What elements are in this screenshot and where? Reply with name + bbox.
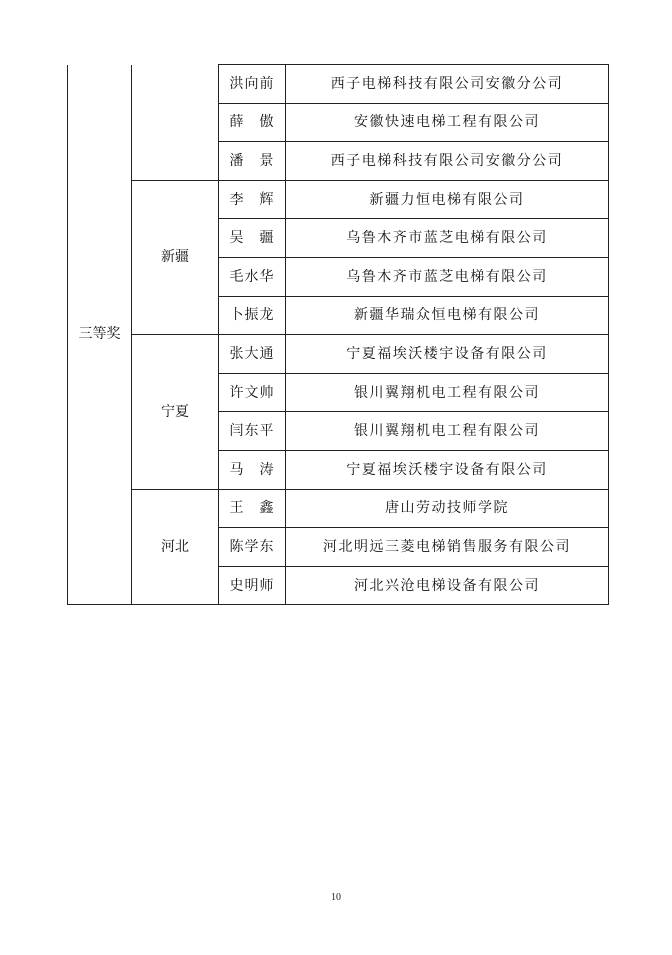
winner-name-cell: 潘 景 — [219, 142, 286, 181]
table-row — [68, 65, 609, 104]
page-number: 10 — [331, 892, 341, 903]
company-cell: 河北兴沧电梯设备有限公司 — [286, 566, 609, 605]
company-cell: 银川翼翔机电工程有限公司 — [286, 373, 609, 412]
winner-name-cell: 洪向前 — [219, 65, 286, 104]
region-cell: 宁夏 — [132, 335, 219, 489]
company-cell: 安徽快速电梯工程有限公司 — [286, 103, 609, 142]
winner-name-cell: 陈学东 — [219, 528, 286, 567]
table-row — [68, 335, 609, 374]
region-cell: 河北 — [132, 489, 219, 605]
winner-name-cell: 史明师 — [219, 566, 286, 605]
winner-name-cell: 闫东平 — [219, 412, 286, 451]
company-cell: 新疆华瑞众恒电梯有限公司 — [286, 296, 609, 335]
company-cell: 西子电梯科技有限公司安徽分公司 — [286, 65, 609, 104]
company-cell: 乌鲁木齐市蓝芝电梯有限公司 — [286, 219, 609, 258]
company-cell: 唐山劳动技师学院 — [286, 489, 609, 528]
company-cell: 银川翼翔机电工程有限公司 — [286, 412, 609, 451]
winner-name-cell: 卜振龙 — [219, 296, 286, 335]
winner-name-cell: 王 鑫 — [219, 489, 286, 528]
table-row — [68, 180, 609, 219]
company-cell: 乌鲁木齐市蓝芝电梯有限公司 — [286, 257, 609, 296]
table-row — [68, 489, 609, 528]
winner-name-cell: 毛水华 — [219, 257, 286, 296]
company-cell: 河北明远三菱电梯销售服务有限公司 — [286, 528, 609, 567]
region-cell — [132, 65, 219, 181]
award-level-cell: 三等奖 — [68, 65, 132, 605]
winner-name-cell: 薛 傲 — [219, 103, 286, 142]
award-table — [67, 64, 609, 605]
winner-name-cell: 许文帅 — [219, 373, 286, 412]
company-cell: 宁夏福埃沃楼宇设备有限公司 — [286, 450, 609, 489]
award-table-body — [68, 65, 609, 605]
region-cell: 新疆 — [132, 180, 219, 334]
company-cell: 宁夏福埃沃楼宇设备有限公司 — [286, 335, 609, 374]
winner-name-cell: 张大通 — [219, 335, 286, 374]
winner-name-cell: 马 涛 — [219, 450, 286, 489]
winner-name-cell: 李 辉 — [219, 180, 286, 219]
company-cell: 西子电梯科技有限公司安徽分公司 — [286, 142, 609, 181]
company-cell: 新疆力恒电梯有限公司 — [286, 180, 609, 219]
winner-name-cell: 吴 疆 — [219, 219, 286, 258]
